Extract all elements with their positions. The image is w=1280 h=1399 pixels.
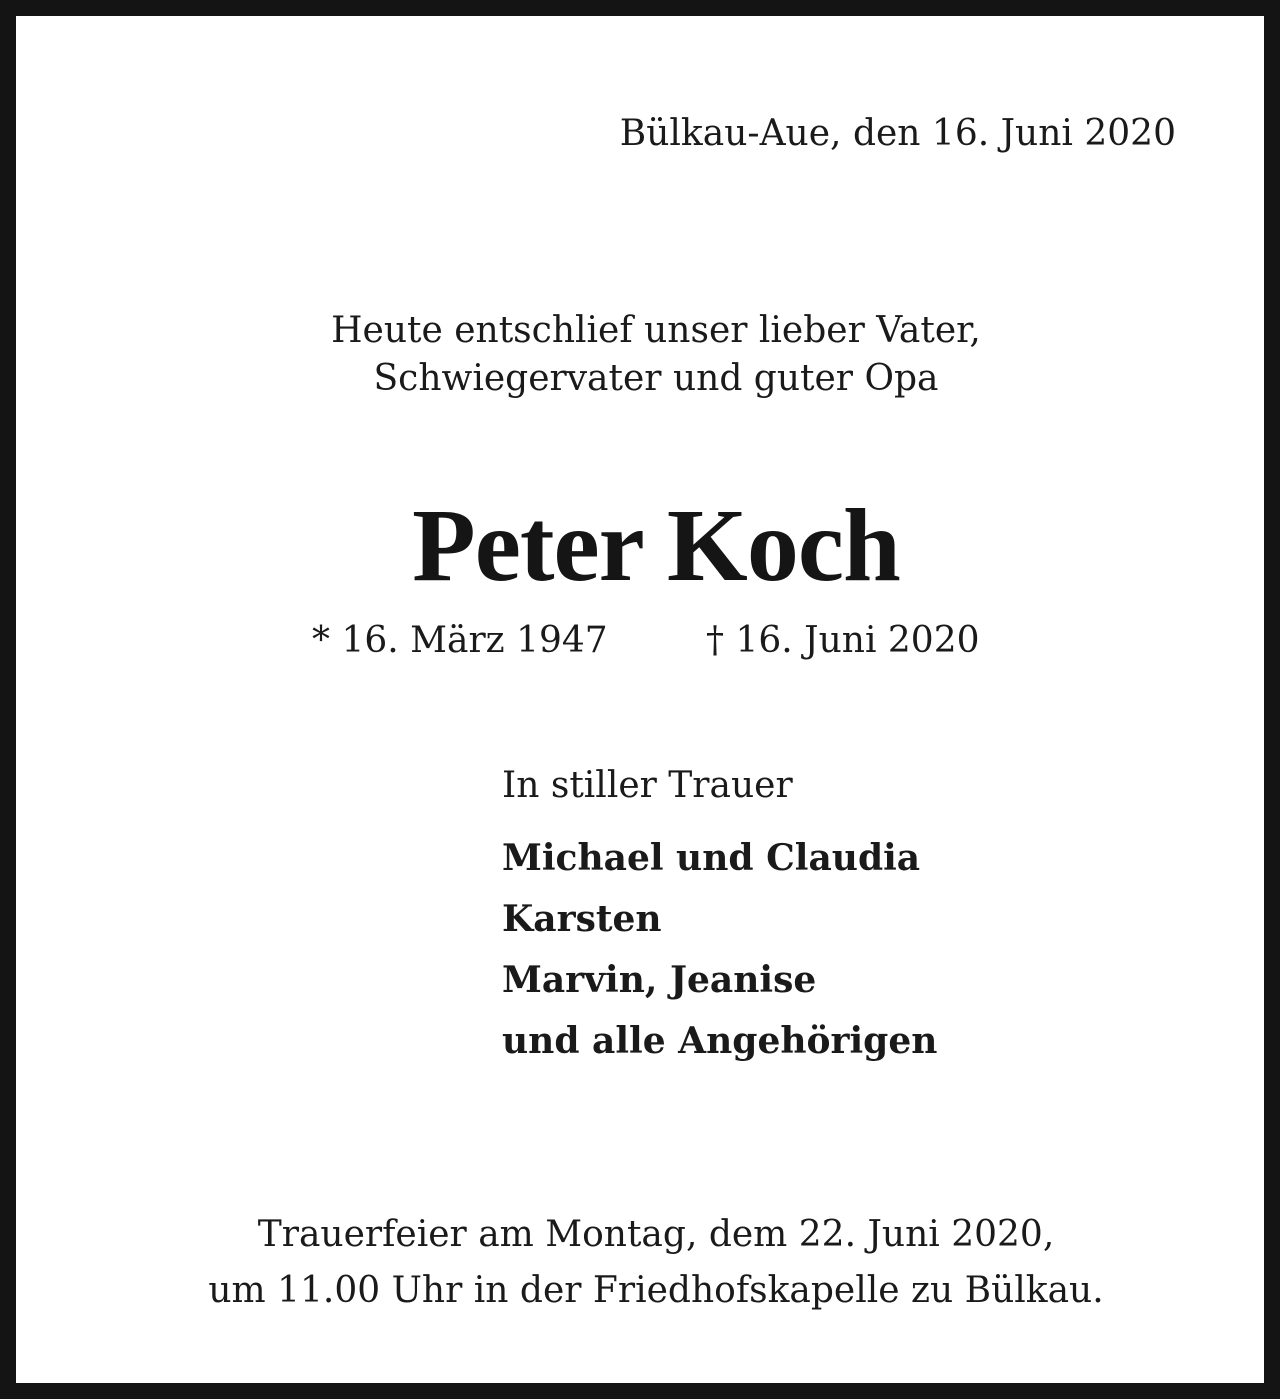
- intro-line-1: Heute entschlief unser lieber Vater,: [331, 310, 981, 351]
- mourner-line: Karsten: [502, 898, 662, 940]
- mourner-line: Michael und Claudia: [502, 837, 921, 879]
- service-line-2: um 11.00 Uhr in der Friedhofskapelle zu Bülkau.: [208, 1270, 1104, 1311]
- mourner-line: Marvin, Jeanise: [502, 959, 817, 1001]
- intro-line-2: Schwiegervater und guter Opa: [373, 358, 939, 399]
- mourner-line: und alle Angehörigen: [502, 1020, 938, 1062]
- service-line-1: Trauerfeier am Montag, dem 22. Juni 2020,: [257, 1214, 1055, 1255]
- place-date: Bülkau-Aue, den 16. Juni 2020: [619, 113, 1176, 154]
- deceased-name: Peter Koch: [412, 488, 900, 603]
- death-date: † 16. Juni 2020: [706, 620, 980, 661]
- mourning-intro: In stiller Trauer: [502, 765, 793, 806]
- birth-date: * 16. März 1947: [312, 620, 608, 661]
